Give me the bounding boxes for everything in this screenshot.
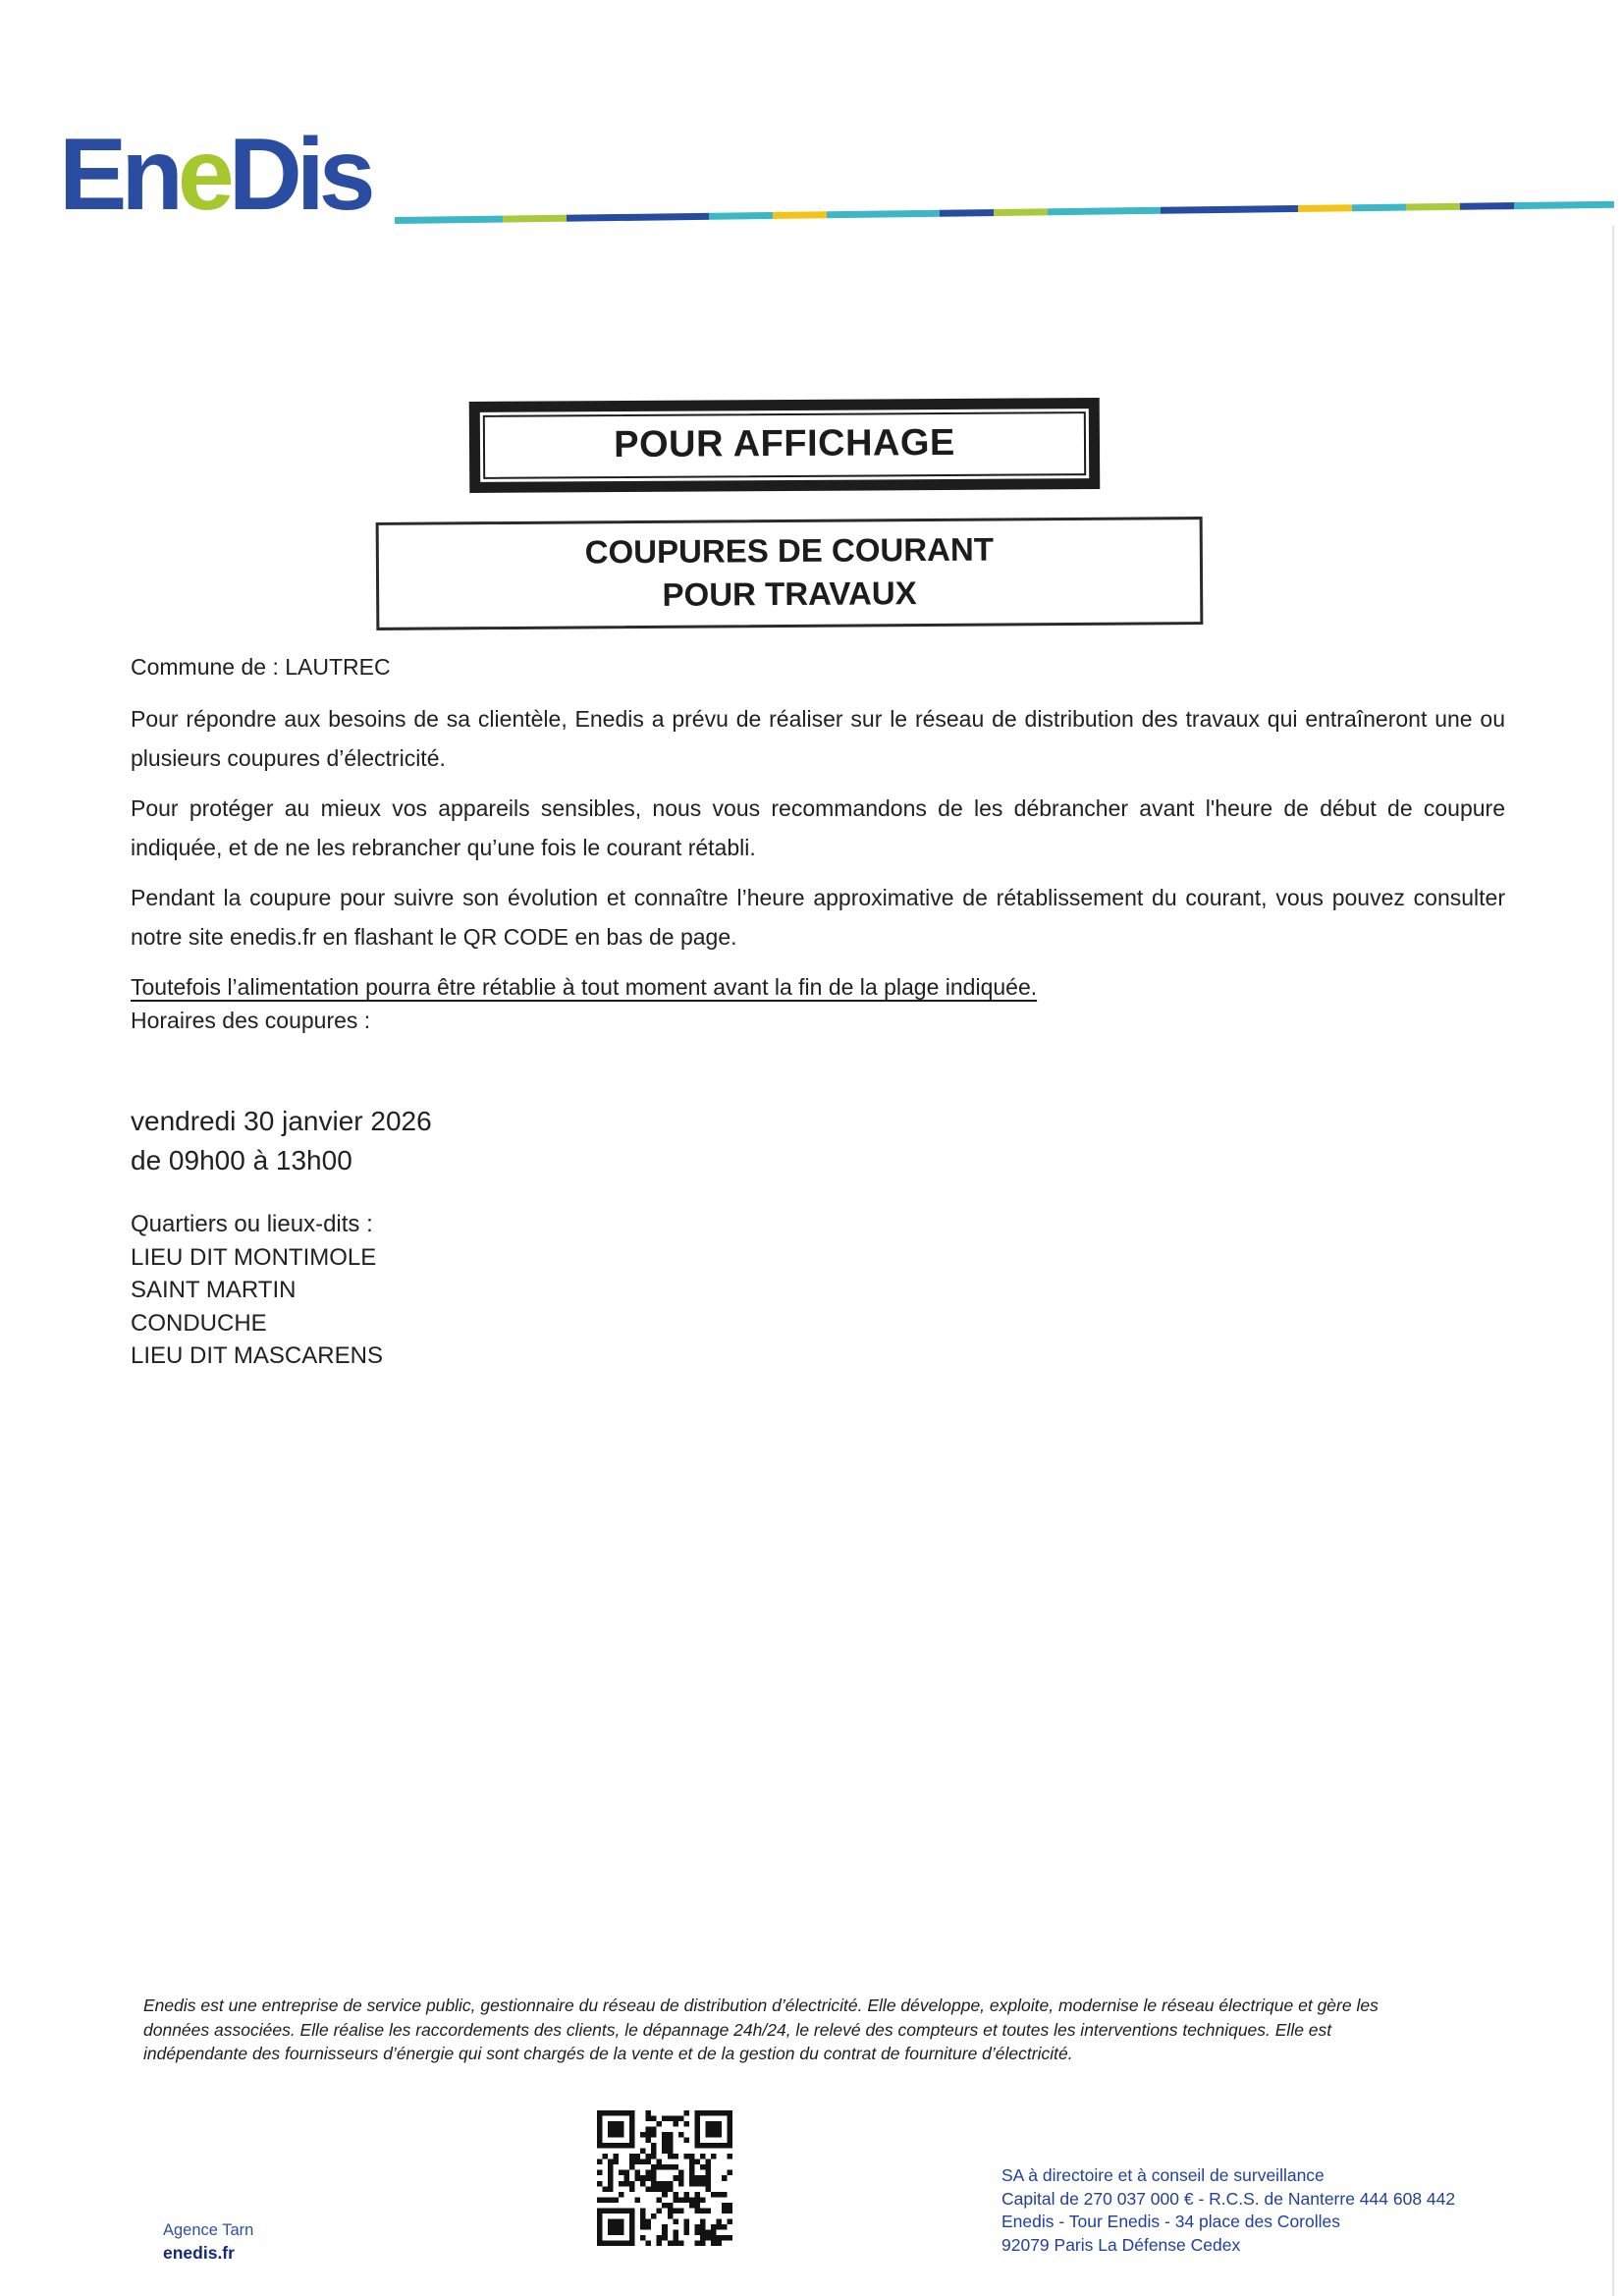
outage-time: de 09h00 à 13h00 bbox=[131, 1145, 352, 1175]
place-item: SAINT MARTIN bbox=[131, 1277, 297, 1303]
body-paragraphs bbox=[131, 699, 1505, 1017]
banner-pour-affichage bbox=[469, 398, 1101, 493]
logo-text-green-e: e bbox=[177, 118, 229, 232]
logo-accent-line bbox=[395, 201, 1614, 224]
qr-code bbox=[597, 2110, 732, 2246]
banner-coupures-line1: COUPURES DE COURANT bbox=[584, 530, 995, 571]
enedis-logo bbox=[59, 118, 370, 232]
footer-about-enedis: Enedis est une entreprise de service public, gestionnaire du réseau de distribution d’électricité. Elle développe, exploite, modernise le réseau électrique et gère les données associées. Elle réalise les raccordements des clients, le dépannage 24h/24, le relevé des compteurs et toutes les interventions techniques. Elle est indépendante des fournisseurs d’énergie qui sont chargés de la vente et de la gestion du contrat de fourniture d’électricité. bbox=[143, 1995, 1379, 2063]
place-item: CONDUCHE bbox=[131, 1309, 267, 1337]
banner-pour-affichage-text: POUR AFFICHAGE bbox=[483, 411, 1086, 479]
paragraph-protection-advice: Pour protéger au mieux vos appareils sensibles, nous vous recommandons de les débrancher avant l'heure de début de coupure indiquée, et de ne les rebrancher qu’une fois le courant rétabli. bbox=[131, 795, 1505, 860]
company-info-block bbox=[1001, 2164, 1455, 2257]
outage-date: vendredi 30 janvier 2026 bbox=[131, 1106, 432, 1136]
qr-code-image bbox=[597, 2110, 732, 2246]
commune-line: Commune de : LAUTREC bbox=[131, 654, 391, 680]
logo-text-blue-right: Dis bbox=[228, 118, 370, 232]
place-item: LIEU DIT MASCARENS bbox=[131, 1342, 383, 1369]
company-info-line: SA à directoire et à conseil de surveillance bbox=[1001, 2165, 1325, 2185]
horaires-label: Horaires des coupures : bbox=[131, 1008, 371, 1033]
company-info-line: 92079 Paris La Défense Cedex bbox=[1001, 2234, 1241, 2255]
website-label: enedis.fr bbox=[163, 2243, 235, 2263]
paragraph-underlined-notice bbox=[131, 967, 1505, 1007]
paragraph-intro: Pour répondre aux besoins de sa clientèle, Enedis a prévu de réaliser sur le réseau de distribution des travaux qui entraîneront une ou plusieurs coupures d’électricité. bbox=[131, 706, 1505, 771]
quartiers-label: Quartiers ou lieux-dits : bbox=[131, 1211, 373, 1237]
underlined-notice-text: Toutefois l’alimentation pourra être rétablie à tout moment avant la fin de la plage indiquée. bbox=[131, 974, 1038, 1000]
agency-block bbox=[163, 2221, 253, 2264]
quartiers-section bbox=[131, 1208, 383, 1373]
outage-schedule bbox=[131, 1102, 432, 1180]
logo-text-blue-left: En bbox=[59, 118, 178, 232]
company-info-line: Enedis - Tour Enedis - 34 place des Corolles bbox=[1001, 2212, 1341, 2231]
agency-name: Agence Tarn bbox=[163, 2221, 254, 2239]
place-item: LIEU DIT MONTIMOLE bbox=[131, 1243, 377, 1271]
banner-coupures-de-courant bbox=[376, 517, 1204, 630]
paragraph-qr-info: Pendant la coupure pour suivre son évolution et connaître l’heure approximative de rétablissement du courant, vous pouvez consulter notre site enedis.fr en flashant le QR CODE en bas de page. bbox=[131, 885, 1505, 950]
company-info-line: Capital de 270 037 000 € - R.C.S. de Nanterre 444 608 442 bbox=[1001, 2188, 1456, 2209]
scan-edge-artifact bbox=[1612, 226, 1614, 2296]
banner-coupures-line2: POUR TRAVAUX bbox=[662, 574, 917, 613]
